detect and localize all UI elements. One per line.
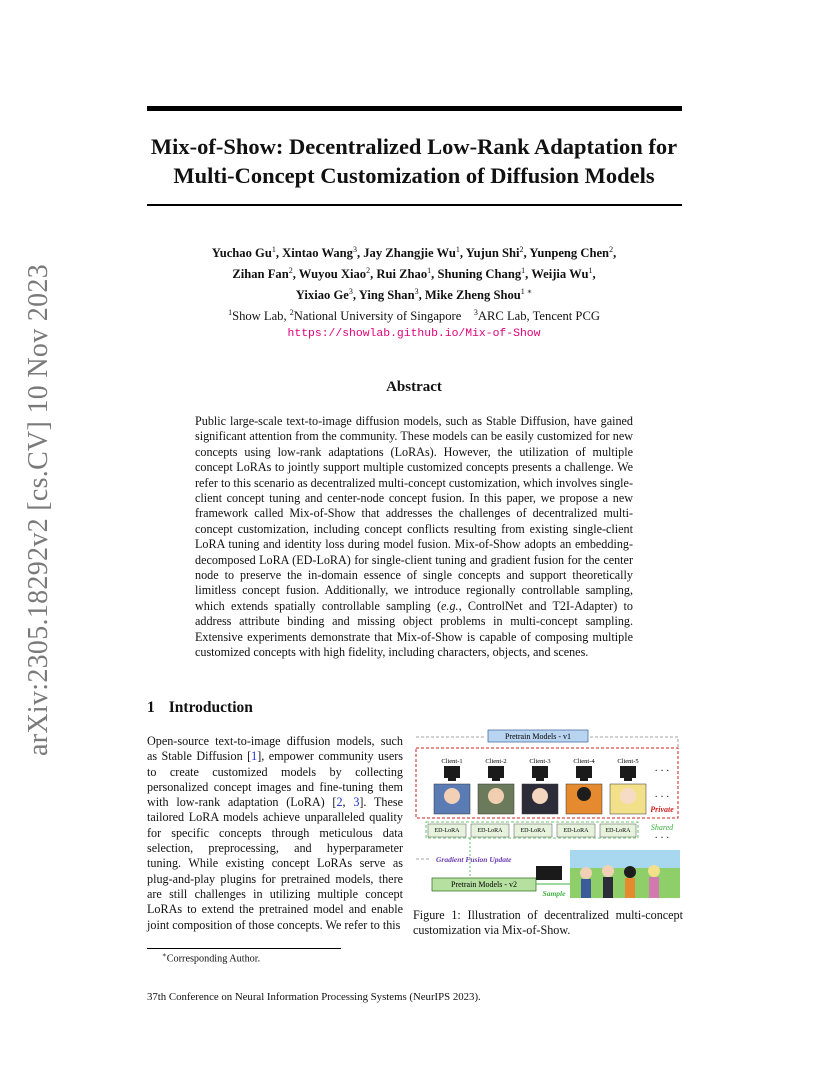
- affil-nus: National University of Singapore: [293, 309, 462, 324]
- author-name: Zihan Fan: [232, 267, 289, 282]
- intro-text: ]. These tailored LoRA models achieve unparalleled quality for specific concepts through meticulous data selection, preprocessing, and hyperparameter tuning. While existing concept LoRAs serve as plug-and-play plugins for pretrained models, there are still challenges in utilizing multiple concept LoRAs to extend the pretrained model and enable joint composition of those concepts. We refer to this: [147, 795, 403, 932]
- venue-footer: 37th Conference on Neural Information Processing Systems (NeurIPS 2023).: [147, 991, 481, 1003]
- sample-sky: [570, 850, 680, 868]
- section-title: Introduction: [168, 699, 253, 716]
- client-2: [478, 758, 514, 814]
- project-url[interactable]: https://showlab.github.io/Mix-of-Show: [287, 328, 541, 340]
- private-label: Private: [650, 805, 674, 814]
- title-line-1: Mix-of-Show: Decentralized Low-Rank Adaptation for: [150, 134, 678, 159]
- affil-sup: 2: [289, 308, 294, 317]
- author-affil-sup: 3: [348, 287, 353, 297]
- pretrain-v2-label: Pretrain Models - v2: [451, 880, 517, 889]
- author-affil-sup: 1 ∗: [520, 287, 533, 297]
- private-ellipsis: · · ·: [654, 792, 670, 803]
- author-name: Yujun Shi: [465, 246, 520, 261]
- author-name: Xintao Wang: [282, 246, 353, 261]
- author-name: Shuning Chang: [437, 267, 522, 282]
- concept-face: [444, 788, 460, 804]
- concept-face: [532, 788, 548, 804]
- figure-1-diagram: [410, 728, 682, 900]
- author-affil-sup: 1: [427, 266, 432, 276]
- client-label: Client-2: [485, 758, 507, 765]
- pretrain-v1-label: Pretrain Models - v1: [505, 732, 571, 741]
- paper-title: [130, 132, 698, 190]
- edlora-2: [471, 824, 509, 837]
- edlora-label: ED-LoRA: [605, 828, 631, 834]
- affil-sup: 1: [228, 308, 233, 317]
- figure-1-caption: Figure 1: Illustration of decentralized multi-concept customization via Mix-of-Show.: [413, 908, 683, 937]
- sample-terminal-icon: [536, 866, 562, 880]
- affil-show-lab: Show Lab,: [232, 309, 290, 324]
- author-affil-sup: 1: [271, 245, 276, 254]
- computer-icon: [620, 766, 636, 778]
- intro-text: Open-source text-to-image diffusion models, such as Stable Diffusion [: [147, 734, 403, 764]
- footnote: [162, 951, 260, 964]
- author-name: Jay Zhangjie Wu: [363, 246, 456, 261]
- affil-arc-lab: ARC Lab, Tencent PCG: [477, 309, 600, 324]
- author-affil-sup: 2: [366, 266, 371, 276]
- author-line-1: Yuchao Gu$^1$, Xintao Wang$^3$, Jay Zhangjie Wu$^1$, Yujun Shi$^2$, Yunpeng Chen$^2$,: [211, 245, 617, 261]
- citation-separator: ,: [342, 795, 354, 810]
- author-line-3: Yixiao Ge$^3$, Ying Shan$^3$, Mike Zheng Shou$^{1 ∗}$: [295, 287, 533, 303]
- client-1: [434, 758, 470, 814]
- edlora-1: [428, 824, 466, 837]
- computer-stand: [580, 778, 588, 781]
- citation-link[interactable]: 1: [251, 749, 258, 764]
- author-list: [160, 241, 668, 305]
- sample-character-1: [580, 867, 592, 879]
- edlora-label: ED-LoRA: [477, 828, 503, 834]
- sample-character-4-body: [649, 877, 659, 898]
- sample-character-3-body: [625, 878, 635, 898]
- edlora-label: ED-LoRA: [520, 828, 546, 834]
- section-heading-introduction: [147, 699, 253, 717]
- abstract-body: [195, 414, 633, 661]
- client-5: [610, 758, 646, 814]
- edlora-label: ED-LoRA: [563, 828, 589, 834]
- computer-icon: [576, 766, 592, 778]
- title-line-2: Multi-Concept Customization of Diffusion Models: [173, 163, 655, 188]
- footnote-rule: [147, 948, 341, 949]
- abstract-heading: Abstract: [386, 379, 442, 395]
- abstract-text: Public large-scale text-to-image diffusion models, such as Stable Diffusion, have gained significant attention from the community. These models can be easily customized for new concepts using low-rank adaptations (LoRAs). However, the utilization of multiple concept LoRAs to jointly support multiple customized concepts presents a challenge. We refer to this scenario as decentralized multi-concept customization, which involves single-client concept tuning and center-node concept fusion. In this paper, we propose a new framework called Mix-of-Show that addresses the challenges of decentralized multi-concept customization, including concept conflicts resulting from existing single-client LoRA tuning and identity loss during model fusion. Mix-of-Show adopts an embedding-decomposed LoRA (ED-LoRA) for single-client tuning and gradient fusion for the center node to preserve the in-domain essence of single concepts and support theoretically limitless concept fusion. Additionally, we introduce regionally controllable sampling, which extends spatially controllable sampling (: [195, 414, 633, 613]
- footnote-text: Corresponding Author.: [166, 953, 261, 965]
- shared-ellipsis: · · ·: [654, 833, 670, 844]
- author-name: Yuchao Gu: [211, 246, 272, 261]
- author-affil-sup: 1: [455, 245, 460, 254]
- affil-sup: 3: [473, 308, 478, 317]
- computer-stand: [536, 778, 544, 781]
- broadcast-arrow: [590, 737, 678, 748]
- author-affil-sup: 3: [352, 245, 357, 254]
- computer-stand: [492, 778, 500, 781]
- client-label: Client-1: [441, 758, 463, 765]
- concept-face: [577, 787, 591, 801]
- author-name: Yixiao Ge: [295, 288, 349, 303]
- title-rule-top: [147, 106, 682, 111]
- abstract-eg: e.g.: [441, 598, 459, 613]
- sample-character-2-body: [603, 877, 613, 898]
- author-name: Weijia Wu: [531, 267, 589, 282]
- arxiv-identifier: [22, 255, 56, 765]
- concept-face: [488, 788, 504, 804]
- sample-character-2: [602, 865, 614, 877]
- sample-character-4: [648, 865, 660, 877]
- edlora-3: [514, 824, 552, 837]
- sample-label: Sample: [542, 889, 566, 898]
- author-affil-sup: 1: [521, 266, 526, 276]
- section-number: 1: [147, 699, 155, 716]
- title-rule-bottom: [147, 204, 682, 206]
- sample-character-1-body: [581, 879, 591, 898]
- author-affil-sup: 2: [288, 266, 293, 276]
- introduction-body: [147, 734, 403, 933]
- computer-icon: [532, 766, 548, 778]
- edlora-label: ED-LoRA: [434, 828, 460, 834]
- client-label: Client-3: [529, 758, 551, 765]
- citation-link[interactable]: 3: [353, 795, 360, 810]
- intro-text: ], empower community users to create customized models by collecting personalized concept images and fine-tuning them with low-rank adaptation (LoRA) [: [147, 749, 403, 810]
- client-label: Client-4: [573, 758, 595, 765]
- client-label: Client-5: [617, 758, 639, 765]
- abstract-text-tail: , ControlNet and T2I-Adapter) to address attribute binding and missing object problems in multi-concept sampling. Extensive experiments demonstrate that Mix-of-Show is capable of composing multiple customized concepts with high fidelity, including characters, objects, and scenes.: [195, 598, 633, 660]
- author-affil-sup: 1: [588, 266, 593, 276]
- client-4: [566, 758, 602, 814]
- gradient-fusion-label: Gradient Fusion Update: [436, 855, 512, 864]
- client-3: [522, 758, 558, 814]
- computer-icon: [488, 766, 504, 778]
- concept-face: [620, 788, 636, 804]
- author-line-2: Zihan Fan$^2$, Wuyou Xiao$^2$, Rui Zhao$^1$, Shuning Chang$^1$, Weijia Wu$^1$,: [232, 266, 596, 282]
- edlora-5: [600, 824, 636, 837]
- footnote-marker: ∗: [162, 951, 167, 959]
- shared-label: Shared: [650, 823, 674, 832]
- affiliations: [160, 305, 668, 324]
- computer-icon: [444, 766, 460, 778]
- citation-link[interactable]: 2: [336, 795, 343, 810]
- author-name: Rui Zhao: [376, 267, 428, 282]
- clients-ellipsis: · · ·: [654, 766, 670, 777]
- author-affil-sup: 3: [414, 287, 419, 297]
- author-name: Yunpeng Chen: [529, 246, 610, 261]
- author-affil-sup: 2: [609, 245, 614, 254]
- computer-stand: [448, 778, 456, 781]
- author-name: Mike Zheng Shou: [424, 288, 521, 303]
- edlora-4: [557, 824, 595, 837]
- sample-character-3: [624, 866, 636, 878]
- author-name: Wuyou Xiao: [298, 267, 367, 282]
- author-affil-sup: 2: [519, 245, 524, 254]
- figure-1: [410, 728, 682, 900]
- arxiv-identifier-text: arXiv:2305.18292v2 [cs.CV] 10 Nov 2023: [23, 263, 54, 757]
- computer-stand: [624, 778, 632, 781]
- author-name: Ying Shan: [358, 288, 415, 303]
